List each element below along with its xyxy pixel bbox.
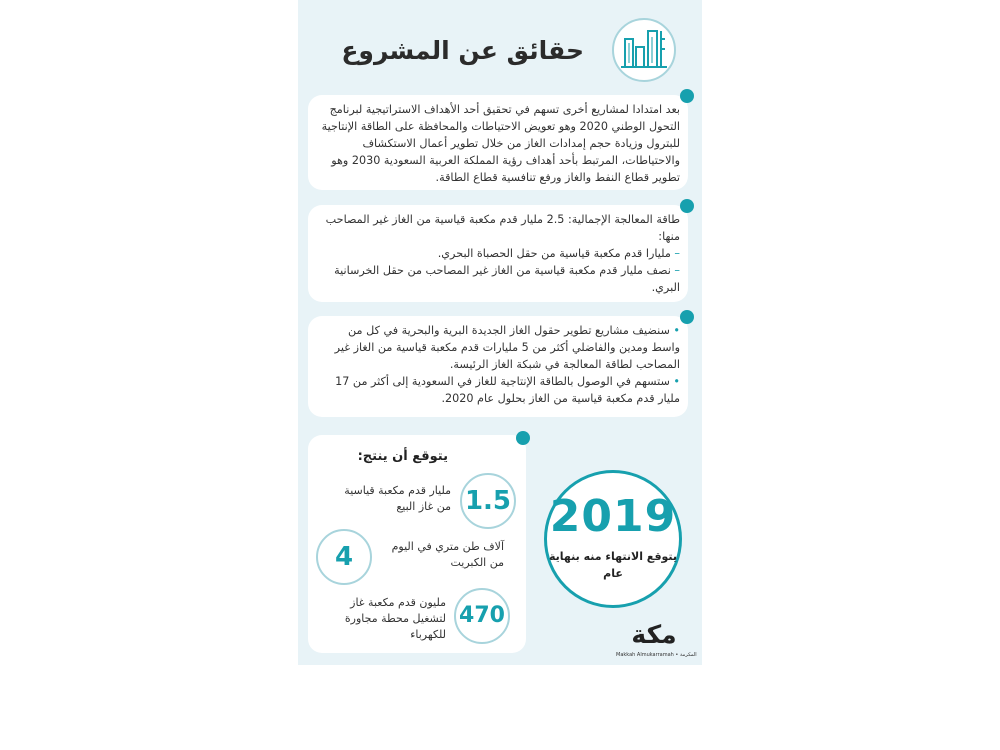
completion-text: يتوقع الانتهاء منه بنهاية عام xyxy=(548,550,678,580)
list-item: • سنضيف مشاريع تطوير حقول الغاز الجديدة البرية والبحرية في كل من واسط ومدين والفاضلي أكثر من 5 مليارات قدم مكعبة قياسية من الغاز غير المصاحب لطاقة المعالجة في شبكة الغاز الرئيسة. xyxy=(334,324,680,372)
capacity-intro: طاقة المعالجة الإجمالية: 2.5 مليار قدم مكعبة قياسية من الغاز غير المصاحب منها: xyxy=(325,213,680,244)
completion-year-badge xyxy=(544,470,682,608)
expected-output-card xyxy=(308,435,526,653)
stat-label-gas: مليار قدم مكعبة قياسية من غاز البيع xyxy=(344,484,451,513)
new-projects-card xyxy=(308,316,688,417)
makkah-logo xyxy=(616,620,697,664)
bullet-dot-icon xyxy=(516,431,530,445)
stat-value-gas: 1.5 xyxy=(460,473,516,529)
list-item: – مليارا قدم مكعبة قياسية من حقل الحصباة البحري. xyxy=(437,247,680,261)
processing-capacity-card xyxy=(308,205,688,302)
stat-label-sulfur: آلاف طن متري في اليوم من الكبريت xyxy=(391,540,504,569)
overview-text: بعد امتدادا لمشاريع أخرى تسهم في تحقيق أحد الأهداف الاستراتيجية لبرنامج التحول الوطني 2020 وهو تعويض الاحتياطات والمحافظة على الطاقة الإنتاجية للبترول وزيادة حجم إمدادات الغاز من خلال تطوير أعمال الاستكشاف والاحتياطات، المرتبط بأحد أهداف رؤية المملكة العربية السعودية 2030 وهو تطوير قطاع النفط والغاز ورفع تنافسية قطاع الطاقة. xyxy=(321,103,680,185)
logo-text: مكة xyxy=(631,620,677,649)
list-item: • ستسهم في الوصول بالطاقة الإنتاجية للغاز في السعودية إلى أكثر من 17 مليار قدم مكعبة قياسية من الغاز بحلول عام 2020. xyxy=(335,375,680,406)
stat-value-power: 470 xyxy=(454,588,510,644)
gas-plant-icon xyxy=(611,17,677,83)
bullet-dot-icon xyxy=(680,199,694,213)
stat-value-sulfur: 4 xyxy=(316,529,372,585)
infographic xyxy=(298,0,702,665)
page-title: حقائق عن المشروع xyxy=(341,36,584,65)
completion-year: 2019 xyxy=(549,491,677,542)
stat-label-power: مليون قدم مكعبة غاز لتشغيل محطة مجاورة للكهرباء xyxy=(344,596,446,641)
list-item: – نصف مليار قدم مكعبة قياسية من الغاز غير المصاحب من حقل الخرسانية البري. xyxy=(334,264,680,295)
expected-title: يتوقع أن ينتج: xyxy=(357,449,448,464)
bullet-dot-icon xyxy=(680,89,694,103)
logo-subtitle: Makkah Almukarramah • المكرمة xyxy=(616,652,697,658)
bullet-dot-icon xyxy=(680,310,694,324)
project-overview-card xyxy=(308,95,688,190)
